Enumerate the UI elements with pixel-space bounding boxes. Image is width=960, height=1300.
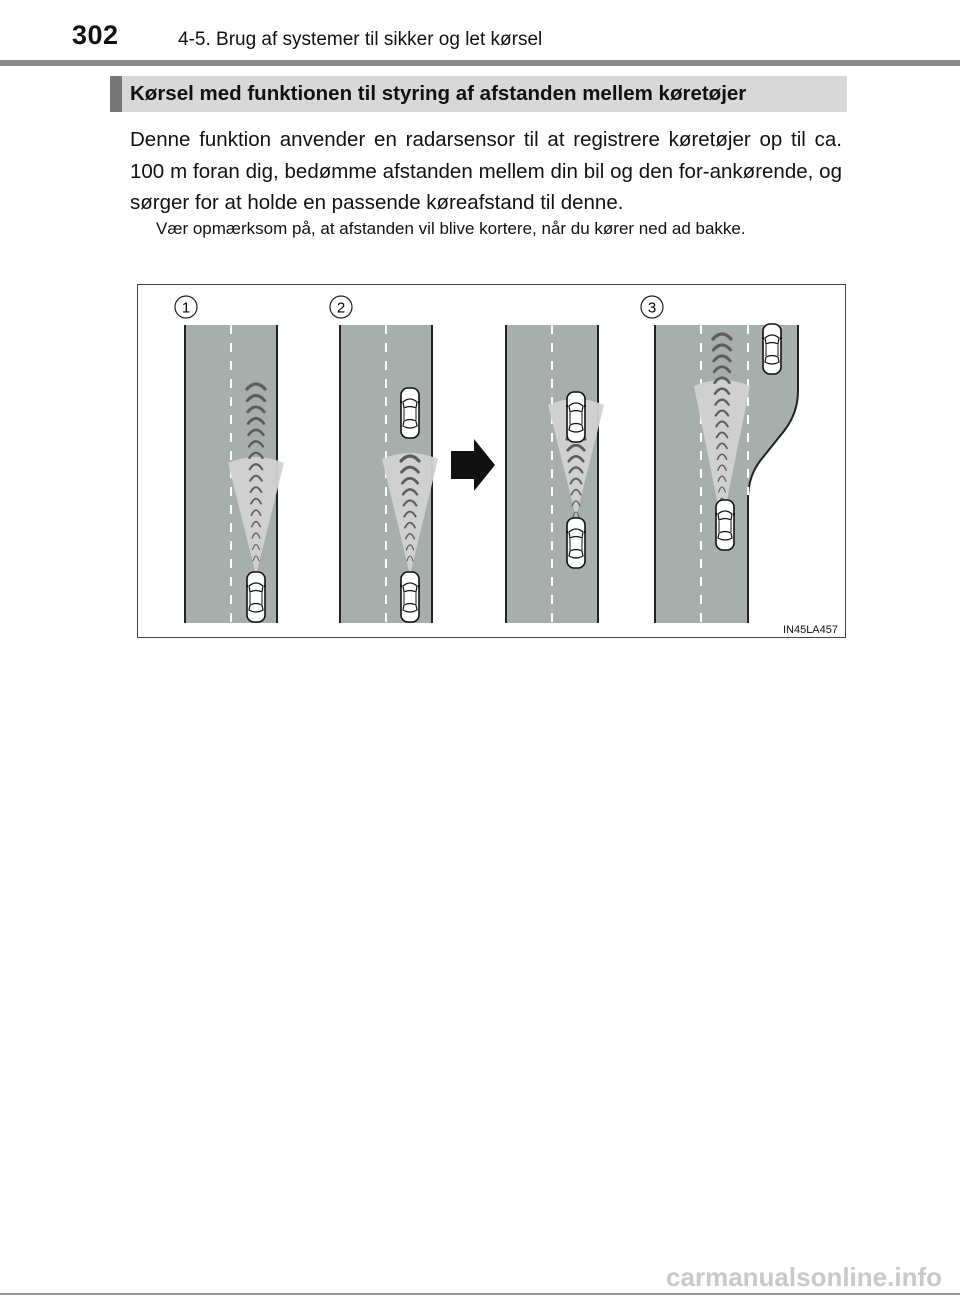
watermark: carmanualsonline.info [666,1262,942,1292]
car-icon [400,572,420,622]
radar-distance-figure [137,284,846,638]
car-icon [762,324,782,374]
intro-paragraph: Denne funktion anvender en radarsensor til at registrere køretøjer op til ca. 100 m foran dig, bedømme afstanden mellem din bil og den for-ankørende, og sørger for at holde en passende køreafstand til denne. [130,128,842,214]
car-icon [715,500,735,550]
car-icon [400,388,420,438]
svg-text:3: 3 [647,299,657,317]
step-label-3 [641,296,663,318]
svg-text:2: 2 [336,299,346,317]
footer-rule [0,1293,960,1295]
section-heading-bar [110,76,847,112]
transition-arrow-icon [451,439,495,491]
section-heading-accent [110,76,122,112]
radar-illustration [138,285,847,639]
header-rule [0,60,960,66]
page-number: 302 [72,20,119,50]
car-icon [246,572,266,622]
car-icon [566,392,586,442]
step-label-1 [175,296,197,318]
section-title: Kørsel med funktionen til styring af afstanden mellem køretøjer [130,82,747,105]
chapter-title: 4-5. Brug af systemer til sikker og let kørsel [178,29,543,50]
step-label-2 [330,296,352,318]
figure-code: IN45LA457 [782,624,838,636]
note-paragraph: Vær opmærksom på, at afstanden vil blive kortere, når du kører ned ad bakke. [156,219,746,238]
car-icon [566,518,586,568]
svg-text:1: 1 [181,299,191,317]
